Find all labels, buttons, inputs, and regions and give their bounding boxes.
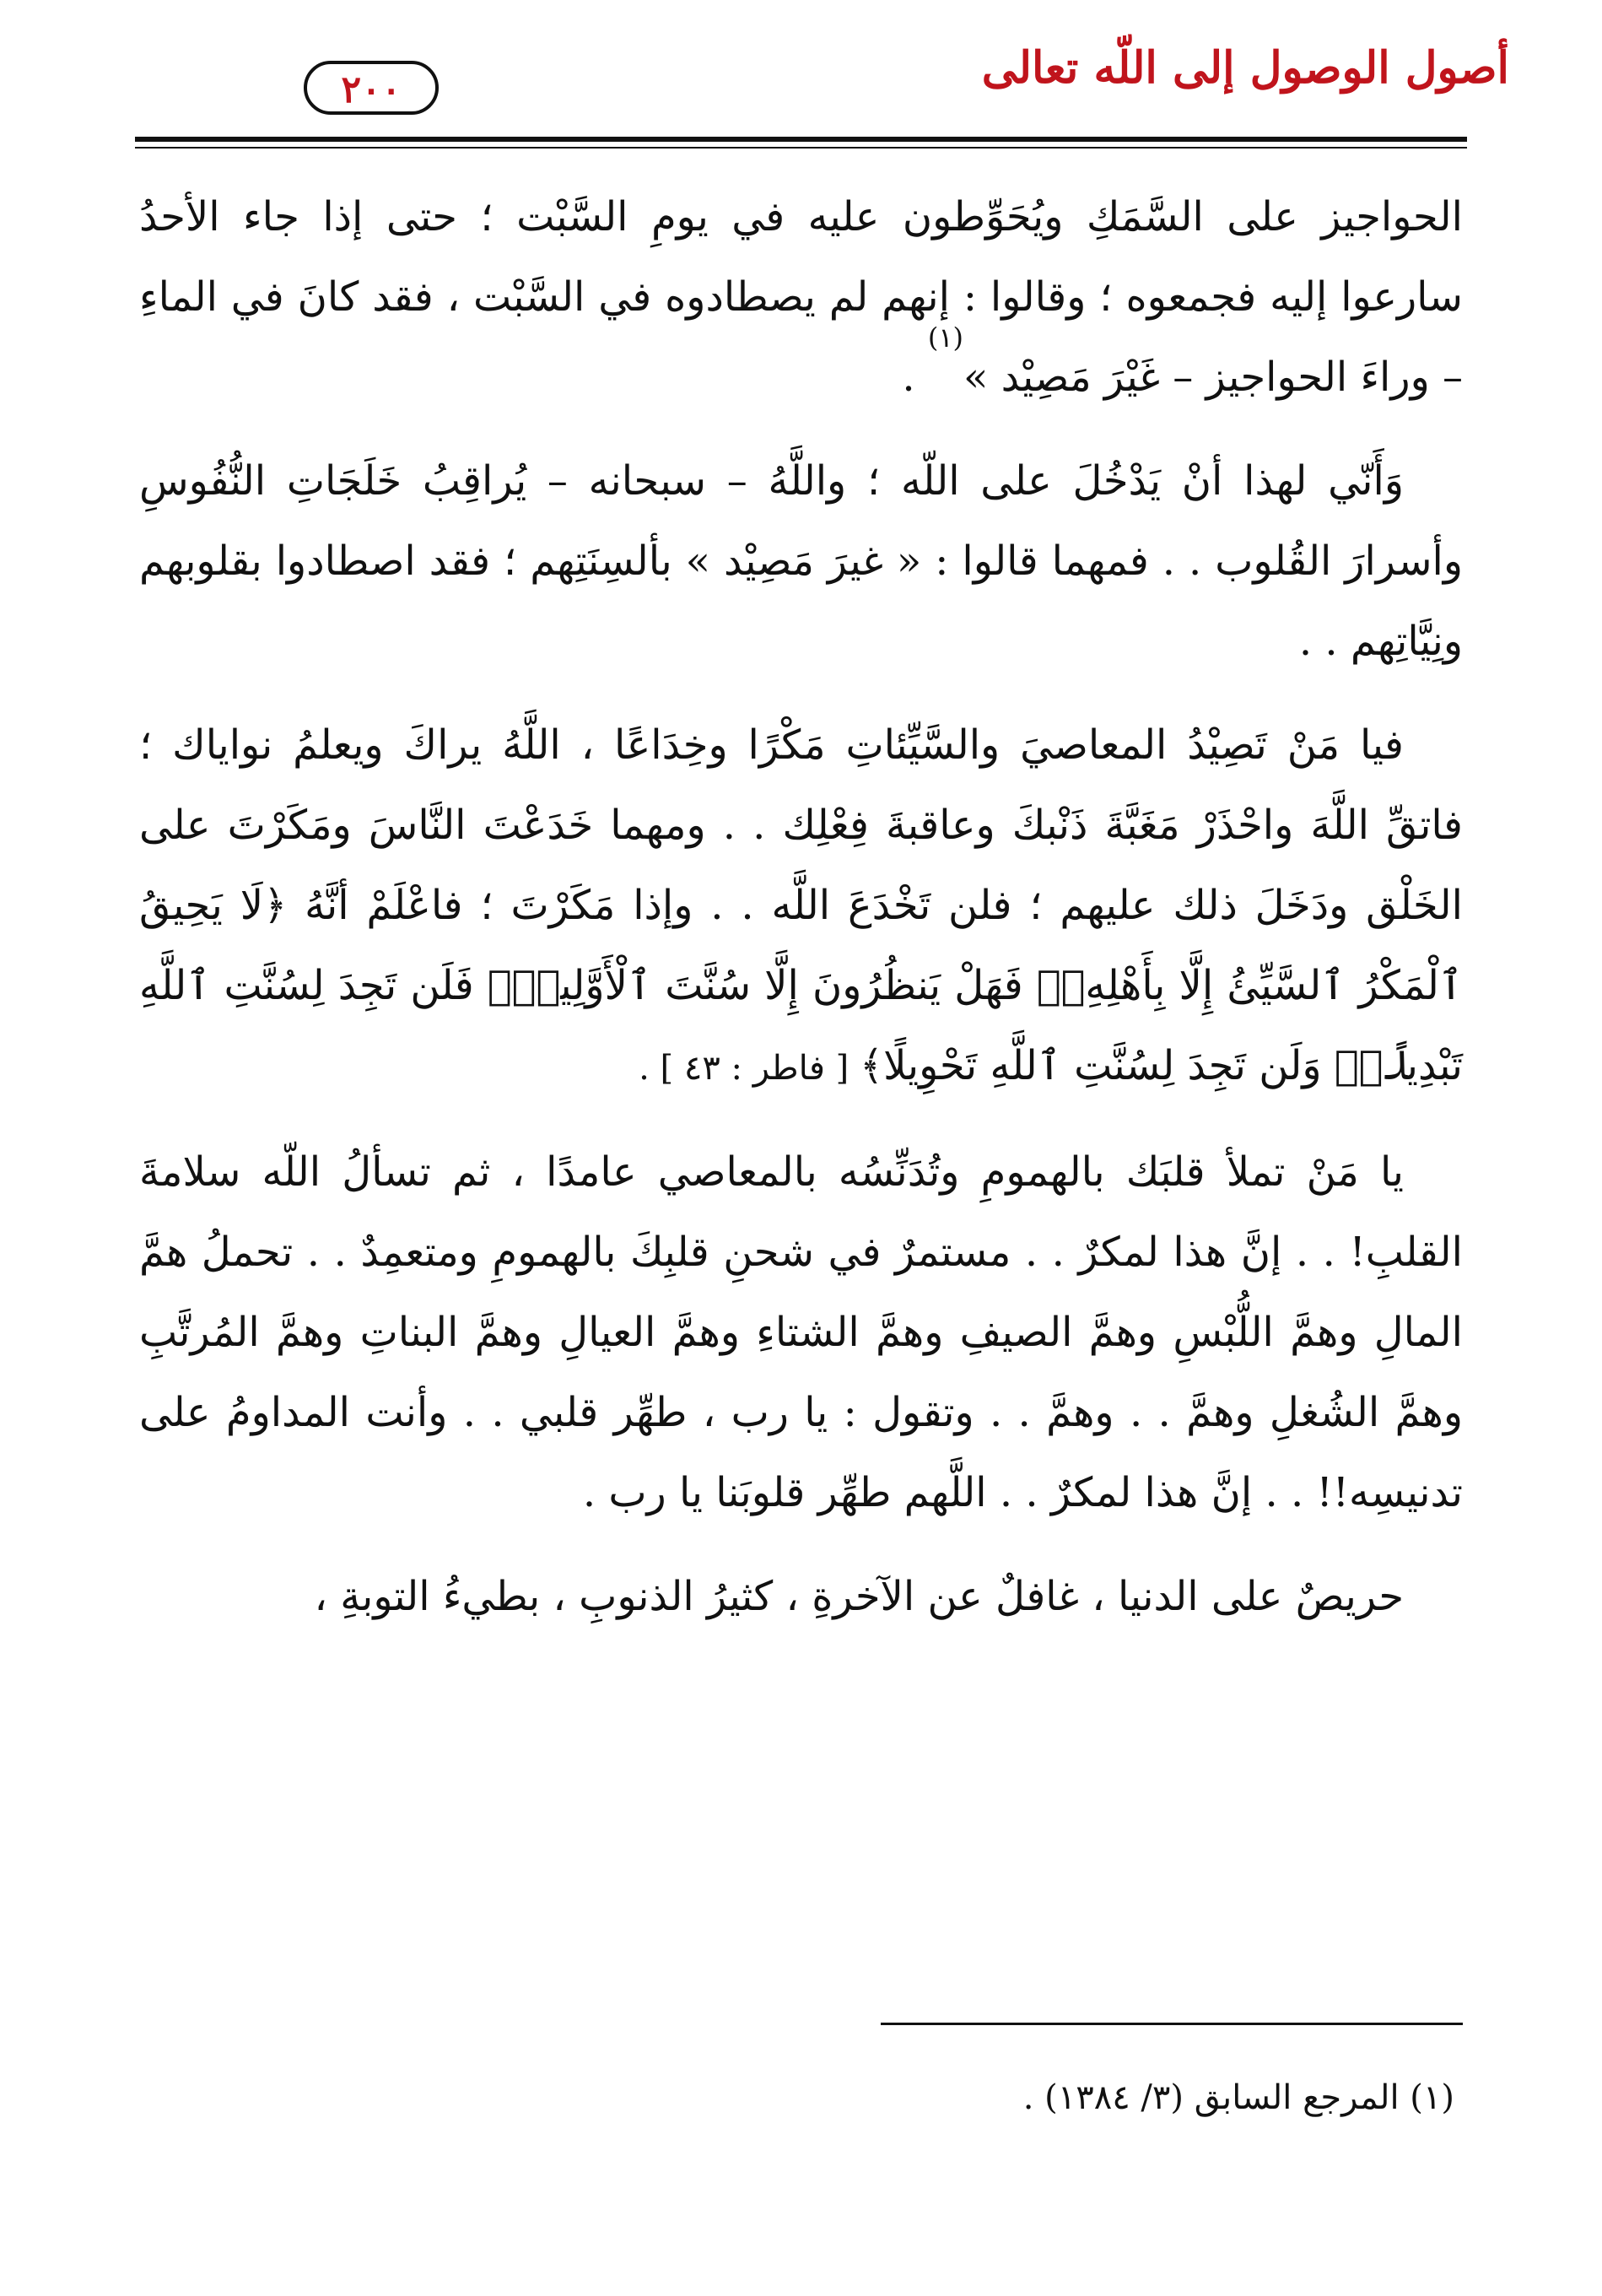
footnote-separator [881,2023,1463,2025]
paragraph-3 [139,705,1463,1109]
page-number: ٢٠٠ [304,61,439,115]
paragraph-3-text: فيا مَنْ تَصِيْدُ المعاصيَ والسَّيِّئاتِ مَكْرًا وخِدَاعًا ، اللَّهُ يراكَ ويعلمُ نواياك ؛ فاتقِّ اللَّهَ واحْذَرْ مَغَبَّةَ ذَنْبكَ وعاقبةَ فِعْلِك . . ومهما خَدَعْتَ النَّاسَ ومَكَرْتَ على الخَلْق ودَخَلَ ذلك عليهم ؛ فلن تَخْدَعَ اللَّه . . وإذا مَكَرْتَ ؛ فاعْلَمْ أنَّهُ [139,721,1463,929]
paragraph-4: يا مَنْ تملأ قلبَك بالهمومِ وتُدَنِّسُه بالمعاصي عامدًا ، ثم تسألُ اللّه سلامةَ القلبِ! . . إنَّ هذا لمكرٌ . . مستمرٌ في شحنِ قلبِكَ بالهمومِ ومتعمِدٌ . . تحملُ همَّ المالِ وهمَّ اللُّبْسِ وهمَّ الصيفِ وهمَّ الشتاءِ وهمَّ العيالِ وهمَّ البناتِ وهمَّ المُرتَّبِ وهمَّ الشُغلِ وهمَّ . . وهمَّ . . وتقول : يا رب ، طهِّر قلبي . . وأنت المداومُ على تدنيسِه!! . . إنَّ هذا لمكرٌ . . اللَّهم طهِّر قلوبَنا يا رب . [139,1148,1463,1516]
footnote-marker: (١) [927,321,964,354]
body-text [139,177,1463,1661]
running-title: أصول الوصول إلى اللّه تعالى [981,42,1509,94]
quran-verse: ﴿لَا يَحِيقُ ٱلْمَكْرُ ٱلسَّيِّئُ إِلَّا بِأَهْلِهِۦۚ فَهَلْ يَنظُرُونَ إِلَّا سُنَّتَ ٱلْأَوَّلِينَۚ فَلَن تَجِدَ لِسُنَّتِ ٱللَّهِ تَبْدِيلًاۖ وَلَن تَجِدَ لِسُنَّتِ ٱللَّهِ تَحْوِيلًا﴾ [139,882,1463,1089]
quran-reference: [ فاطر : ٤٣ ] . [639,1049,860,1088]
paragraph-1-text: الحواجيز على السَّمَكِ ويُحَوِّطون عليه في يومِ السَّبْت ؛ حتى إذا جاء الأحدُ سارعوا إليه فجمعوه ؛ وقالوا : إنهم لم يصطادوه في السَّبْت ، فقد كانَ في الماءِ – وراءَ الحواجيز – غَيْرَ مَصِيْد » [139,193,1463,401]
paragraph-2: وَأَنّي لهذا أنْ يَدْخُلَ على اللّه ؛ واللَّهُ – سبحانه – يُراقِبُ خَلَجَاتِ النُّفُوسِ وأسرارَ القُلوب . . فمهما قالوا : « غيرَ مَصِيْد » بألسِنَتِهم ؛ فقد اصطادوا بقلوبهم ونِيَّاتِهم . . [139,457,1463,665]
footnote: (١) المرجع السابق (٣/ ١٣٨٤) . [1022,2078,1454,2117]
header-rule-thin [135,147,1467,149]
paragraph-1-end: . [902,354,928,401]
paragraph-1 [139,177,1463,418]
header-rule-thick [135,137,1467,142]
paragraph-5: حريصٌ على الدنيا ، غافلٌ عن الآخرةِ ، كثيرُ الذنوبِ ، بطيءُ التوبةِ ، [314,1573,1404,1620]
